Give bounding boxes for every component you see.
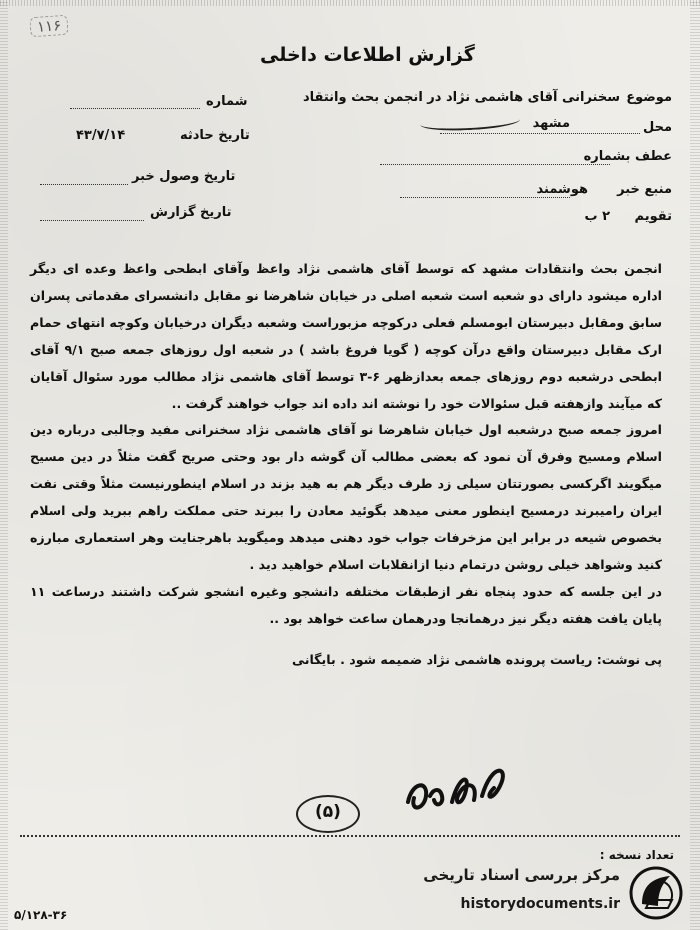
archive-logo-icon <box>628 866 684 920</box>
handwritten-signature <box>400 752 520 822</box>
source-label: منبع خبر <box>617 182 672 197</box>
received-date-line <box>40 184 128 185</box>
number-line <box>70 108 200 109</box>
corner-mark: ۱۱۶ <box>29 15 68 38</box>
received-date-label: تاریخ وصول خبر <box>132 169 236 184</box>
report-date-line <box>40 220 144 221</box>
copies-label: تعداد نسخه : <box>599 848 674 862</box>
body-paragraph: انجمن بحث وانتقادات مشهد که توسط آقای هاشمی نژاد واعظ وآقای ابطحی واعظ وعده ای دیگر اداره میشود دارای دو شعبه است شعبه اصلی در خیابان شاهرضا نو مقابل دانشسرای مقدماتی پسران سابق ومقابل دبیرستان ابومسلم فعلی درکوچه مزبوراست وشعبه دیگران درخیابان وکوچه انتهای حمام ارک مقابل دبیرستان واقع درآن کوچه ( گویا فروغ باشد ) در شعبه اول روزهای جمعه صبح ۹/۱ آقای ابطحی درشعبه دوم روزهای جمعه بعدازظهر ۶-۳ توسط آقای هاشمی نژاد مطالب مورد سئوال آقایان که میآیند وازهفته قبل سئوالات خود را نوشته اند داده اند جواب خواهند گرفت .. <box>30 261 663 411</box>
place-line <box>440 133 640 134</box>
watermark-org: مرکز بررسی اسناد تاریخی <box>423 866 620 884</box>
source-value: هوشمند <box>536 182 588 197</box>
scan-edge-top <box>0 0 700 6</box>
place-label: محل <box>642 120 672 135</box>
topic-value: سخنرانی آقای هاشمی نژاد در انجمن بحث وانتقاد <box>302 90 620 105</box>
bottom-reference: ۵/۱۲۸-۳۶ <box>14 908 68 922</box>
watermark-url: historydocuments.ir <box>460 896 620 912</box>
report-date-label: تاریخ گزارش <box>150 205 232 220</box>
number-label: شماره <box>206 94 248 109</box>
rating-label: تقویم <box>634 209 672 224</box>
source-line <box>400 197 570 198</box>
place-value: مشهد <box>532 116 570 131</box>
attachment-line <box>380 164 610 165</box>
body-paragraph: در این جلسه که حدود پنجاه نفر ازطبقات مختلفه دانشجو وغیره انشجو شرکت داشتند درساعت ۱۱ پایان یافت هفته دیگر نیز درهمانجا ودرهمان ساعت خواهد بود .. <box>30 583 662 626</box>
topic-underline <box>420 111 521 132</box>
scan-edge-left <box>0 0 8 930</box>
incident-date-label: تاریخ حادثه <box>180 128 250 143</box>
scan-edge-right <box>690 0 700 930</box>
attachment-label: عطف بشماره <box>583 149 672 164</box>
body-paragraph: امروز جمعه صبح درشعبه اول خیابان شاهرضا نو آقای هاشمی نژاد سخنرانی مفید وجالبی درباره دین اسلام ومسیح وفرق آن نمود که بعضی مطالب آن گوشه دار بود وحتی صریح گفت مثلاً در دین مسیح میگویند اگرکسی بصورتتان سیلی زد طرف دیگر هم به هید بزند در اسلام اینطورنیست مثلاً وقتی نفت ایران رامیبرند درمسیح اینطور معنی میدهد بگوئید معادن را ببرند حتی مملکت راهم ببرید ولی اسلام بخصوص شیعه در برابر این مزخرفات جواب خود دهنی میدهد ومیگوید باهرجنایت وهر استعماری مبارزه کنید وشواهد خیلی روشن درتمام دنیا ازانقلابات اسلام خواهید دید . <box>30 422 662 572</box>
document-title: گزارش اطلاعات داخلی <box>260 44 475 66</box>
topic-label: موضوع <box>626 90 672 105</box>
footer-separator <box>20 835 680 837</box>
incident-date-value: ۴۳/۷/۱۴ <box>76 128 126 143</box>
body-footnote: پی نوشت: ریاست پرونده هاشمی نژاد ضمیمه شود . بایگانی <box>291 651 662 667</box>
archive-watermark <box>410 862 692 924</box>
page-number: (۵) <box>296 795 360 833</box>
rating-value: ۲ ب <box>584 209 610 224</box>
report-body <box>30 256 662 674</box>
